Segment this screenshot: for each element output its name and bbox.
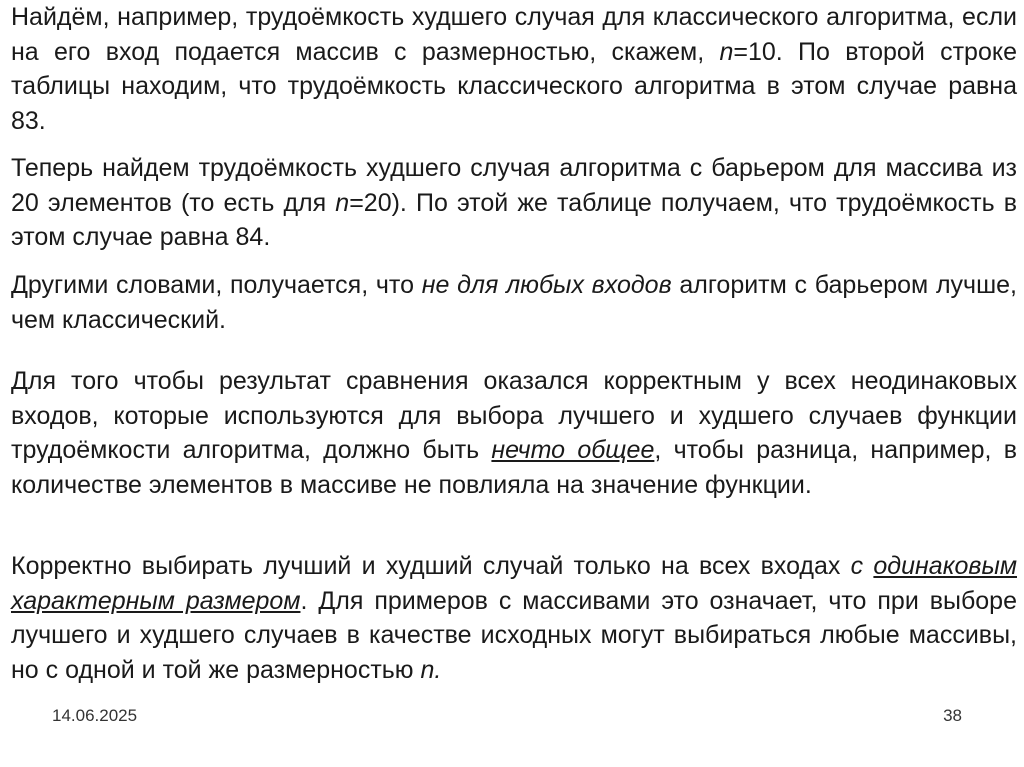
p4-emphasis: нечто общее (491, 436, 655, 464)
p5-emphasis-prefix: с (850, 552, 874, 580)
p5-var-n: n. (420, 655, 442, 684)
p3-text-a: Другими словами, получается, что (11, 271, 422, 299)
paragraph-1 (11, 0, 1017, 138)
page-number: 38 (943, 706, 962, 725)
p5-text-a: Корректно выбирать лучший и худший случай только на всех входах (11, 552, 851, 580)
paragraph-3 (11, 268, 1017, 337)
footer-date: 14.06.2025 (52, 706, 138, 725)
p2-text-a: Теперь найдем трудоёмкость худшего случая алгоритма с барьером для массива из 20 элементов (то есть для (11, 154, 1017, 217)
p1-var-n: n (719, 37, 734, 66)
p4-text-a: Для того чтобы результат сравнения оказался корректным у всех неодинаковых входов, которые используются для выбора лучшего и худшего случаев функции трудоёмкости алгоритма, должно быть (11, 367, 1017, 464)
p5-text-b: . Для примеров с массивами это означает, что при выборе лучшего и худшего случаев в качестве исходных могут выбираться любые массивы, но с одной и той же размерностью (11, 586, 1017, 684)
paragraph-5 (11, 549, 1017, 687)
p2-text-b: =20). По этой же таблице получаем, что трудоёмкость в этом случае равна 84. (11, 188, 1017, 251)
p4-text-b: , чтобы разница, например, в количестве элементов в массиве не повлияла на значение функции. (11, 436, 1017, 499)
p5-emphasis: одинаковым характерным размером (11, 552, 1017, 615)
p2-var-n: n (335, 188, 350, 217)
p3-emphasis: не для любых входов (421, 271, 672, 299)
p3-text-b: алгоритм с барьером лучше, чем классический. (11, 271, 1017, 334)
p1-text-b: =10. По второй строке таблицы находим, что трудоёмкость классического алгоритма в этом случае равна 83. (11, 37, 1017, 135)
paragraph-4 (11, 364, 1017, 502)
p1-text-a: Найдём, например, трудоёмкость худшего случая для классического алгоритма, если на его вход подается массив с размерностью, скажем, (11, 3, 1017, 66)
paragraph-2 (11, 151, 1017, 255)
